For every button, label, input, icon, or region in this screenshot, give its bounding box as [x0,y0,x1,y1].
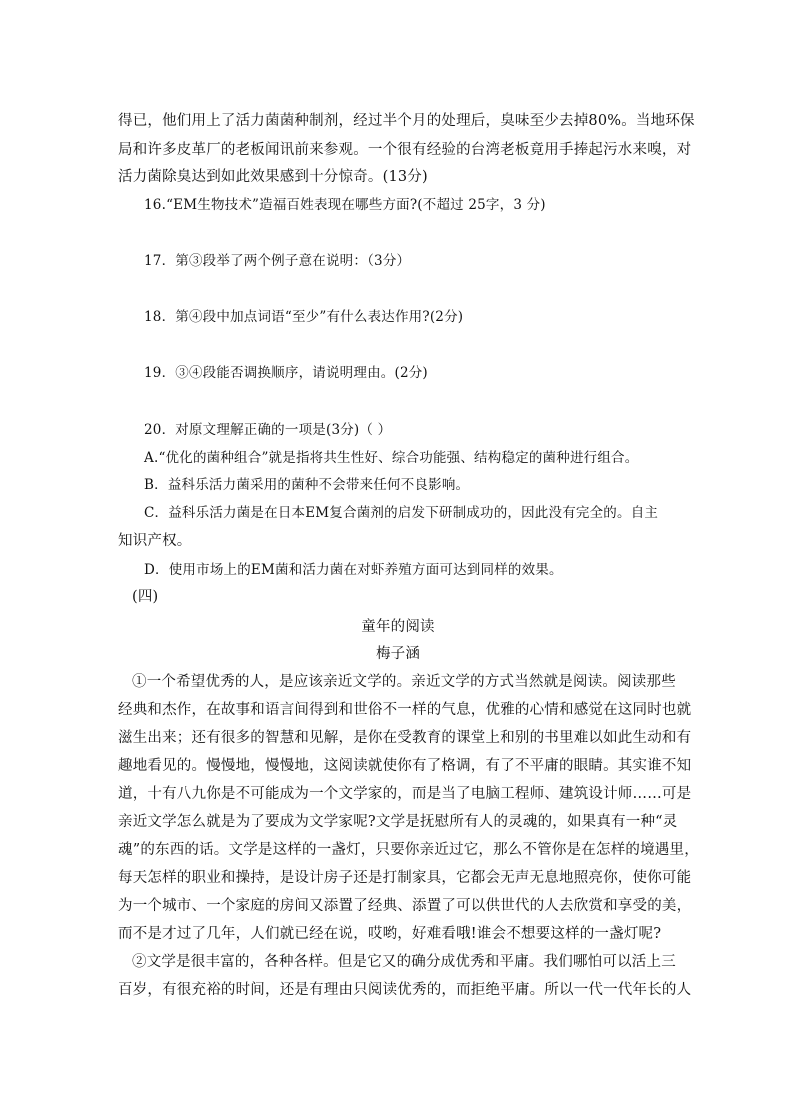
question-16: 16.“EM生物技术”造福百姓表现在哪些方面?(不超过 25字，3 分) [144,197,546,213]
passage-line: 得已，他们用上了活力菌菌种制剂，经过半个月的处理后，臭味至少去掉80%。当地环保 [118,113,695,129]
paragraph-line: 亲近文学怎么就是为了要成为文学家呢?文学是抚慰所有人的灵魂的，如果真有一种“灵 [118,814,678,830]
passage-line: 局和许多皮革厂的老板闻讯前来参观。一个很有经验的台湾老板竟用手捧起污水来嗅，对 [118,142,692,158]
option-a: A.“优化的菌种组合”就是指将共生性好、综合功能强、结构稳定的菌种进行组合。 [144,450,639,466]
paragraph-line: 滋生出来；还有很多的智慧和见解，是你在受教育的课堂上和别的书里难以如此生动和有 [118,730,692,746]
paragraph-line: 趣地看见的。慢慢地，慢慢地，这阅读就使你有了格调，有了不平庸的眼睛。其实谁不知 [118,758,692,774]
option-d: D．使用市场上的EM菌和活力菌在对虾养殖方面可达到同样的效果。 [144,562,563,578]
question-17: 17．第③段举了两个例子意在说明：（3分） [144,253,411,269]
paragraph-line: 经典和杰作，在故事和语言间得到和世俗不一样的气息，优雅的心情和感觉在这同时也就 [118,702,692,718]
passage-line: 活力菌除臭达到如此效果感到十分惊奇。(13分) [118,169,428,185]
question-18: 18．第④段中加点词语“至少”有什么表达作用?(2分) [144,309,464,325]
paragraph-line: 为一个城市、一个家庭的房间又添置了经典、添置了可以供世代的人去欣赏和享受的美， [118,898,692,914]
paragraph-line: ①一个希望优秀的人，是应该亲近文学的。亲近文学的方式当然就是阅读。阅读那些 [132,674,676,690]
paragraph-line: 百岁，有很充裕的时间，还是有理由只阅读优秀的，而拒绝平庸。所以一代一代年长的人 [118,982,692,998]
article-author: 梅子涵 [375,646,421,662]
paragraph-line: 而不是才过了几年，人们就已经在说，哎哟，好难看哦!谁会不想要这样的一盏灯呢? [118,926,662,942]
option-b: B．益科乐活力菌采用的菌种不会带来任何不良影响。 [144,477,470,493]
question-19: 19．③④段能否调换顺序，请说明理由。(2分) [144,365,428,381]
question-20: 20．对原文理解正确的一项是(3分)（ ） [144,422,392,438]
section-label: (四) [132,589,159,605]
article-title: 童年的阅读 [361,619,435,635]
option-c: C．益科乐活力菌是在日本EM复合菌剂的启发下研制成功的，因此没有完全的。自主 [144,505,659,521]
paragraph-line: 道，十有八九你是不可能成为一个文学家的，而是当了电脑工程师、建筑设计师……可是 [118,786,692,802]
paragraph-line: 每天怎样的职业和操持，是设计房子还是打制家具，它都会无声无息地照亮你，使你可能 [118,870,692,886]
paragraph-line: ②文学是很丰富的，各种各样。但是它又的确分成优秀和平庸。我们哪怕可以活上三 [132,954,676,970]
option-c-continued: 知识产权。 [118,533,192,549]
paragraph-line: 魂”的东西的话。文学是这样的一盏灯，只要你亲近过它，那么不管你是在怎样的境遇里， [118,842,699,858]
